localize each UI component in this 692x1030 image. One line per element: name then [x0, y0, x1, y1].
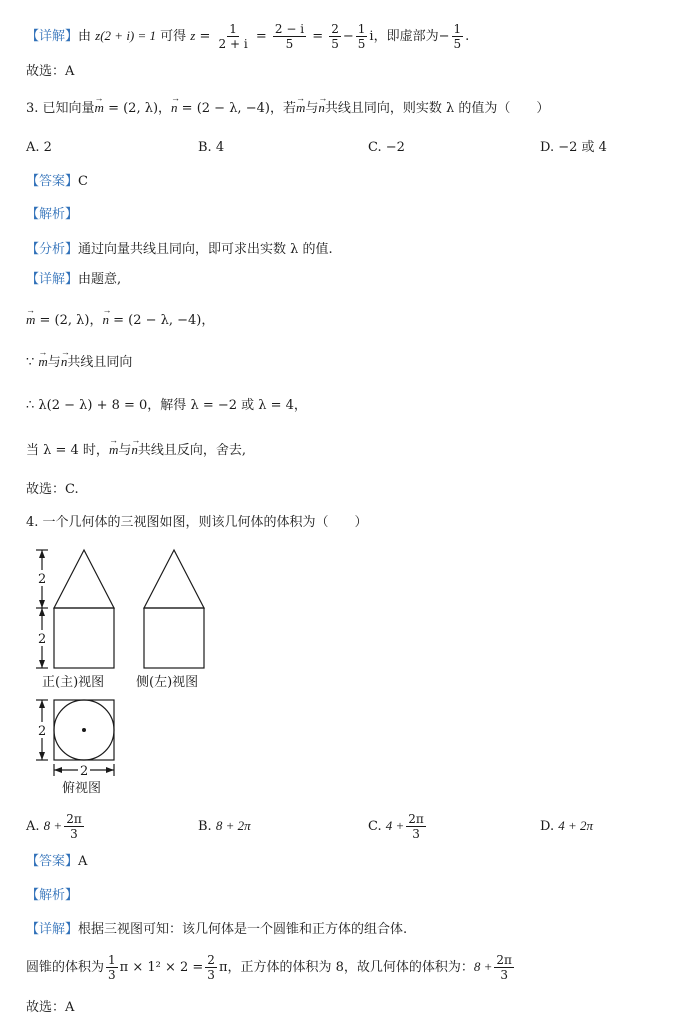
- front-view-square: [54, 608, 114, 668]
- fraction: $\frac{1}{2 + i}$: [218, 22, 248, 51]
- q3-stem: 3. 已知向量→ m = (2, λ)，→ n = (2 − λ, −4)，若→ m与→ n共线且同向，则实数 λ 的值为（ ）: [26, 98, 549, 119]
- front-view-triangle: [54, 550, 114, 608]
- q4-answer: 【答案】A: [26, 854, 88, 869]
- dim-label-2: 2: [38, 724, 47, 739]
- q3-option-c: C. −2: [368, 140, 405, 155]
- q3-detail: 【详解】由题意,: [26, 272, 122, 287]
- q3-option-a: A. 2: [26, 140, 52, 155]
- fraction: $\frac{1}{5}$: [453, 22, 462, 51]
- q4-choose: 故选：A: [26, 1000, 75, 1015]
- q4-option-d: D. 4 + 2π: [540, 818, 594, 834]
- q4-option-a: A. 8 + $\frac{2\pi}{3}$: [26, 812, 82, 841]
- q4-volume-line: 圆锥的体积为 $\frac{1}{3}$ π × 1² × 2 = $\frac{2}{3}$ π，正方体的体积为 8，故几何体的体积为：8 + $\frac{2\pi}{3}$: [26, 953, 512, 982]
- front-view-label: 正(主)视图: [42, 675, 105, 690]
- dim-label-2: 2: [38, 632, 47, 647]
- q3-analysis-tag: 【解析】: [26, 207, 79, 222]
- q3-option-d: D. −2 或 4: [540, 140, 607, 155]
- fraction: $\frac{2}{5}$: [331, 22, 339, 51]
- q4-detail: 【详解】根据三视图可知：该几何体是一个圆锥和正方体的组合体.: [26, 922, 408, 937]
- three-views-figure: [24, 540, 264, 800]
- q4-stem: 4. 一个几何体的三视图如图，则该几何体的体积为（ ）: [26, 515, 368, 530]
- side-view-square: [144, 608, 204, 668]
- dim-label-2: 2: [38, 572, 47, 587]
- fraction: $\frac{1}{5}$: [357, 22, 366, 51]
- top-view-label: 俯视图: [62, 781, 102, 796]
- fraction: $\frac{2 - i}{5}$: [274, 22, 305, 51]
- q3-vectors: → m = (2, λ)，→ n = (2 − λ, −4)，: [26, 310, 214, 331]
- q3-fenxi: 【分析】通过向量共线且同向，即可求出实数 λ 的值.: [26, 242, 333, 257]
- q3-because: ∵ → m与→ n共线且同向: [26, 352, 132, 373]
- q3-choose: 故选：C.: [26, 482, 79, 497]
- q4-option-b: B. 8 + 2π: [198, 818, 251, 834]
- q3-option-b: B. 4: [198, 140, 225, 155]
- side-view-triangle: [144, 550, 204, 608]
- q3-when: 当 λ = 4 时，→ m与→ n共线且反向，舍去,: [26, 440, 246, 461]
- q2-detail-line: 【详解】由 z(2 + i) = 1 可得 z = $\frac{1}{2 + i}$ = $\frac{2 - i}{5}$ = $\frac{2}{5}$ − $\frac{1}{5}$ i，即虚部为− $\frac{1}{5}$ .: [26, 22, 470, 51]
- side-view-label: 侧(左)视图: [136, 675, 199, 690]
- equation: z(2 + i) = 1: [95, 28, 157, 43]
- detail-tag: 【详解】: [26, 29, 79, 44]
- q3-answer: 【答案】C: [26, 174, 88, 189]
- q4-analysis-tag: 【解析】: [26, 888, 79, 903]
- q3-therefore: ∴ λ(2 − λ) + 8 = 0，解得 λ = −2 或 λ = 4，: [26, 398, 307, 413]
- q4-option-c: C. 4 + $\frac{2\pi}{3}$: [368, 812, 424, 841]
- dim-label-2: 2: [80, 764, 89, 779]
- q2-choose: 故选：A: [26, 64, 75, 79]
